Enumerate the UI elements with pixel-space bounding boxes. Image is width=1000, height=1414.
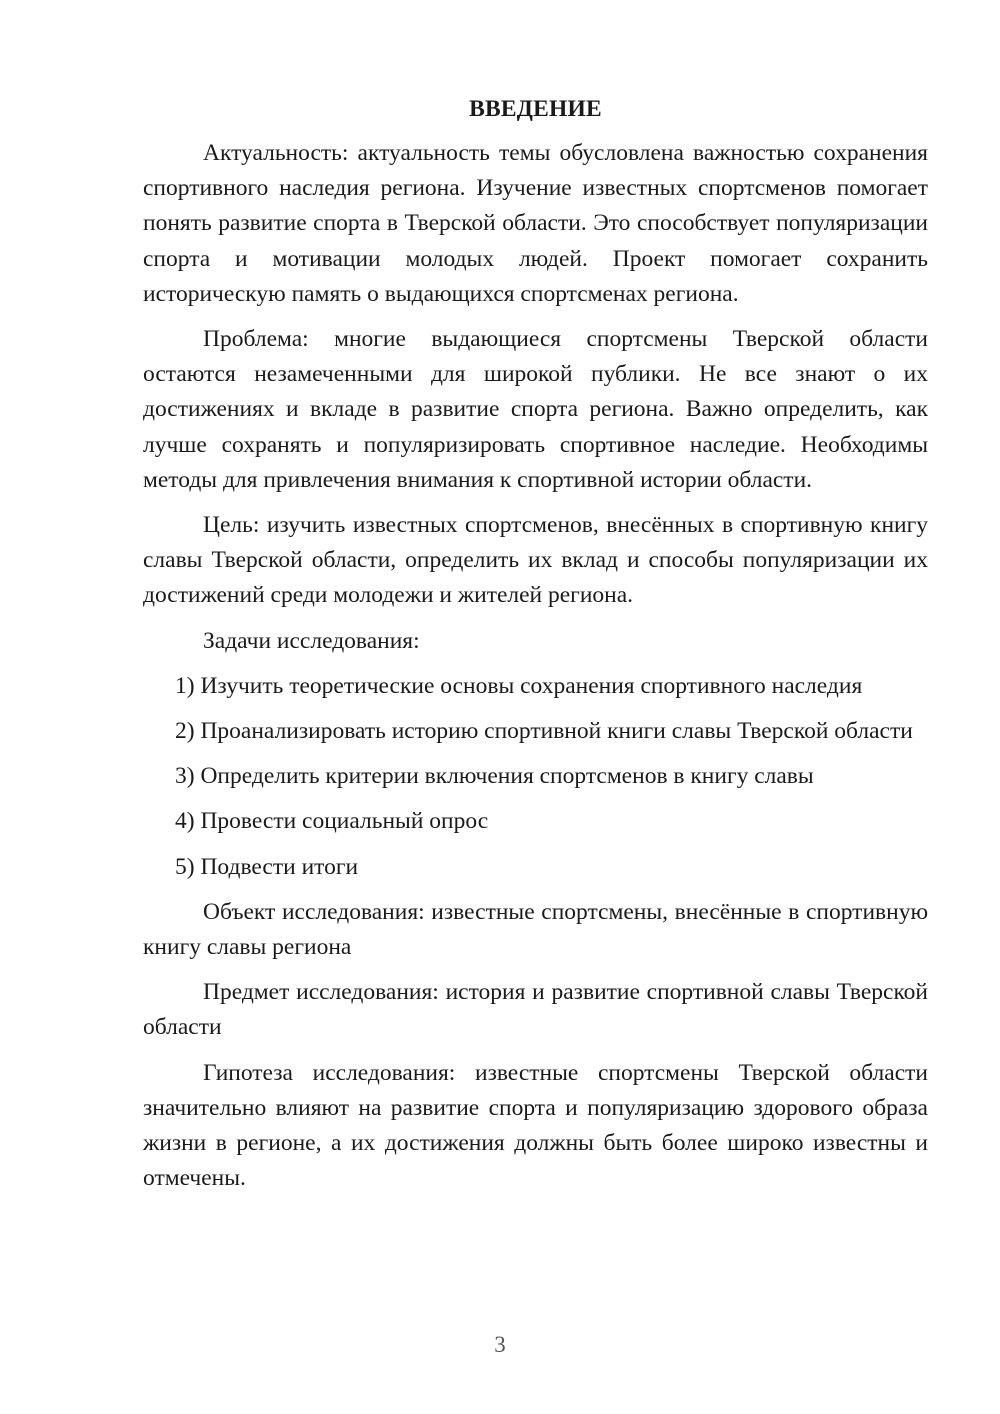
relevance-paragraph: Актуальность: актуальность темы обусловлена важностью сохранения спортивного наследия региона. Изучение известных спортсменов помогает понять развитие спорта в Тверской области. Это способствует популяризации спорта и мотивации молодых людей. Проект помогает сохранить историческую память о выдающихся спортсменах региона. bbox=[143, 140, 928, 307]
page-number: 3 bbox=[494, 1332, 506, 1357]
task-item-3: 3) Определить критерии включения спортсменов в книгу славы bbox=[175, 763, 814, 790]
task-item-1: 1) Изучить теоретические основы сохранения спортивного наследия bbox=[175, 672, 863, 699]
hypothesis-paragraph: Гипотеза исследования: известные спортсмены Тверской области значительно влияют на развитие спорта и популяризацию здорового образа жизни в регионе, а их достижения должны быть более широко известны и отмечены. bbox=[143, 1059, 928, 1192]
problem-paragraph: Проблема: многие выдающиеся спортсмены Тверской области остаются незамеченными для широкой публики. Не все знают о их достижениях и вкладе в развитие спорта региона. Важно определить, как лучше сохранять и популяризировать спортивное наследие. Необходимы методы для привлечения внимания к спортивной истории области. bbox=[143, 326, 928, 493]
section-title: ВВЕДЕНИЕ bbox=[469, 96, 602, 122]
task-item-5: 5) Подвести итоги bbox=[175, 853, 359, 880]
tasks-heading: Задачи исследования: bbox=[203, 627, 420, 654]
subject-paragraph: Предмет исследования: история и развитие спортивной славы Тверской области bbox=[143, 979, 928, 1041]
document-page bbox=[143, 92, 928, 1206]
task-item-4: 4) Провести социальный опрос bbox=[175, 808, 489, 835]
task-item-2: 2) Проанализировать историю спортивной книги славы Тверской области bbox=[175, 718, 913, 745]
object-paragraph: Объект исследования: известные спортсмены, внесённые в спортивную книгу славы региона bbox=[143, 898, 928, 961]
goal-paragraph: Цель: изучить известных спортсменов, внесённых в спортивную книгу славы Тверской области, определить их вклад и способы популяризации их достижений среди молодежи и жителей региона. bbox=[143, 512, 928, 609]
